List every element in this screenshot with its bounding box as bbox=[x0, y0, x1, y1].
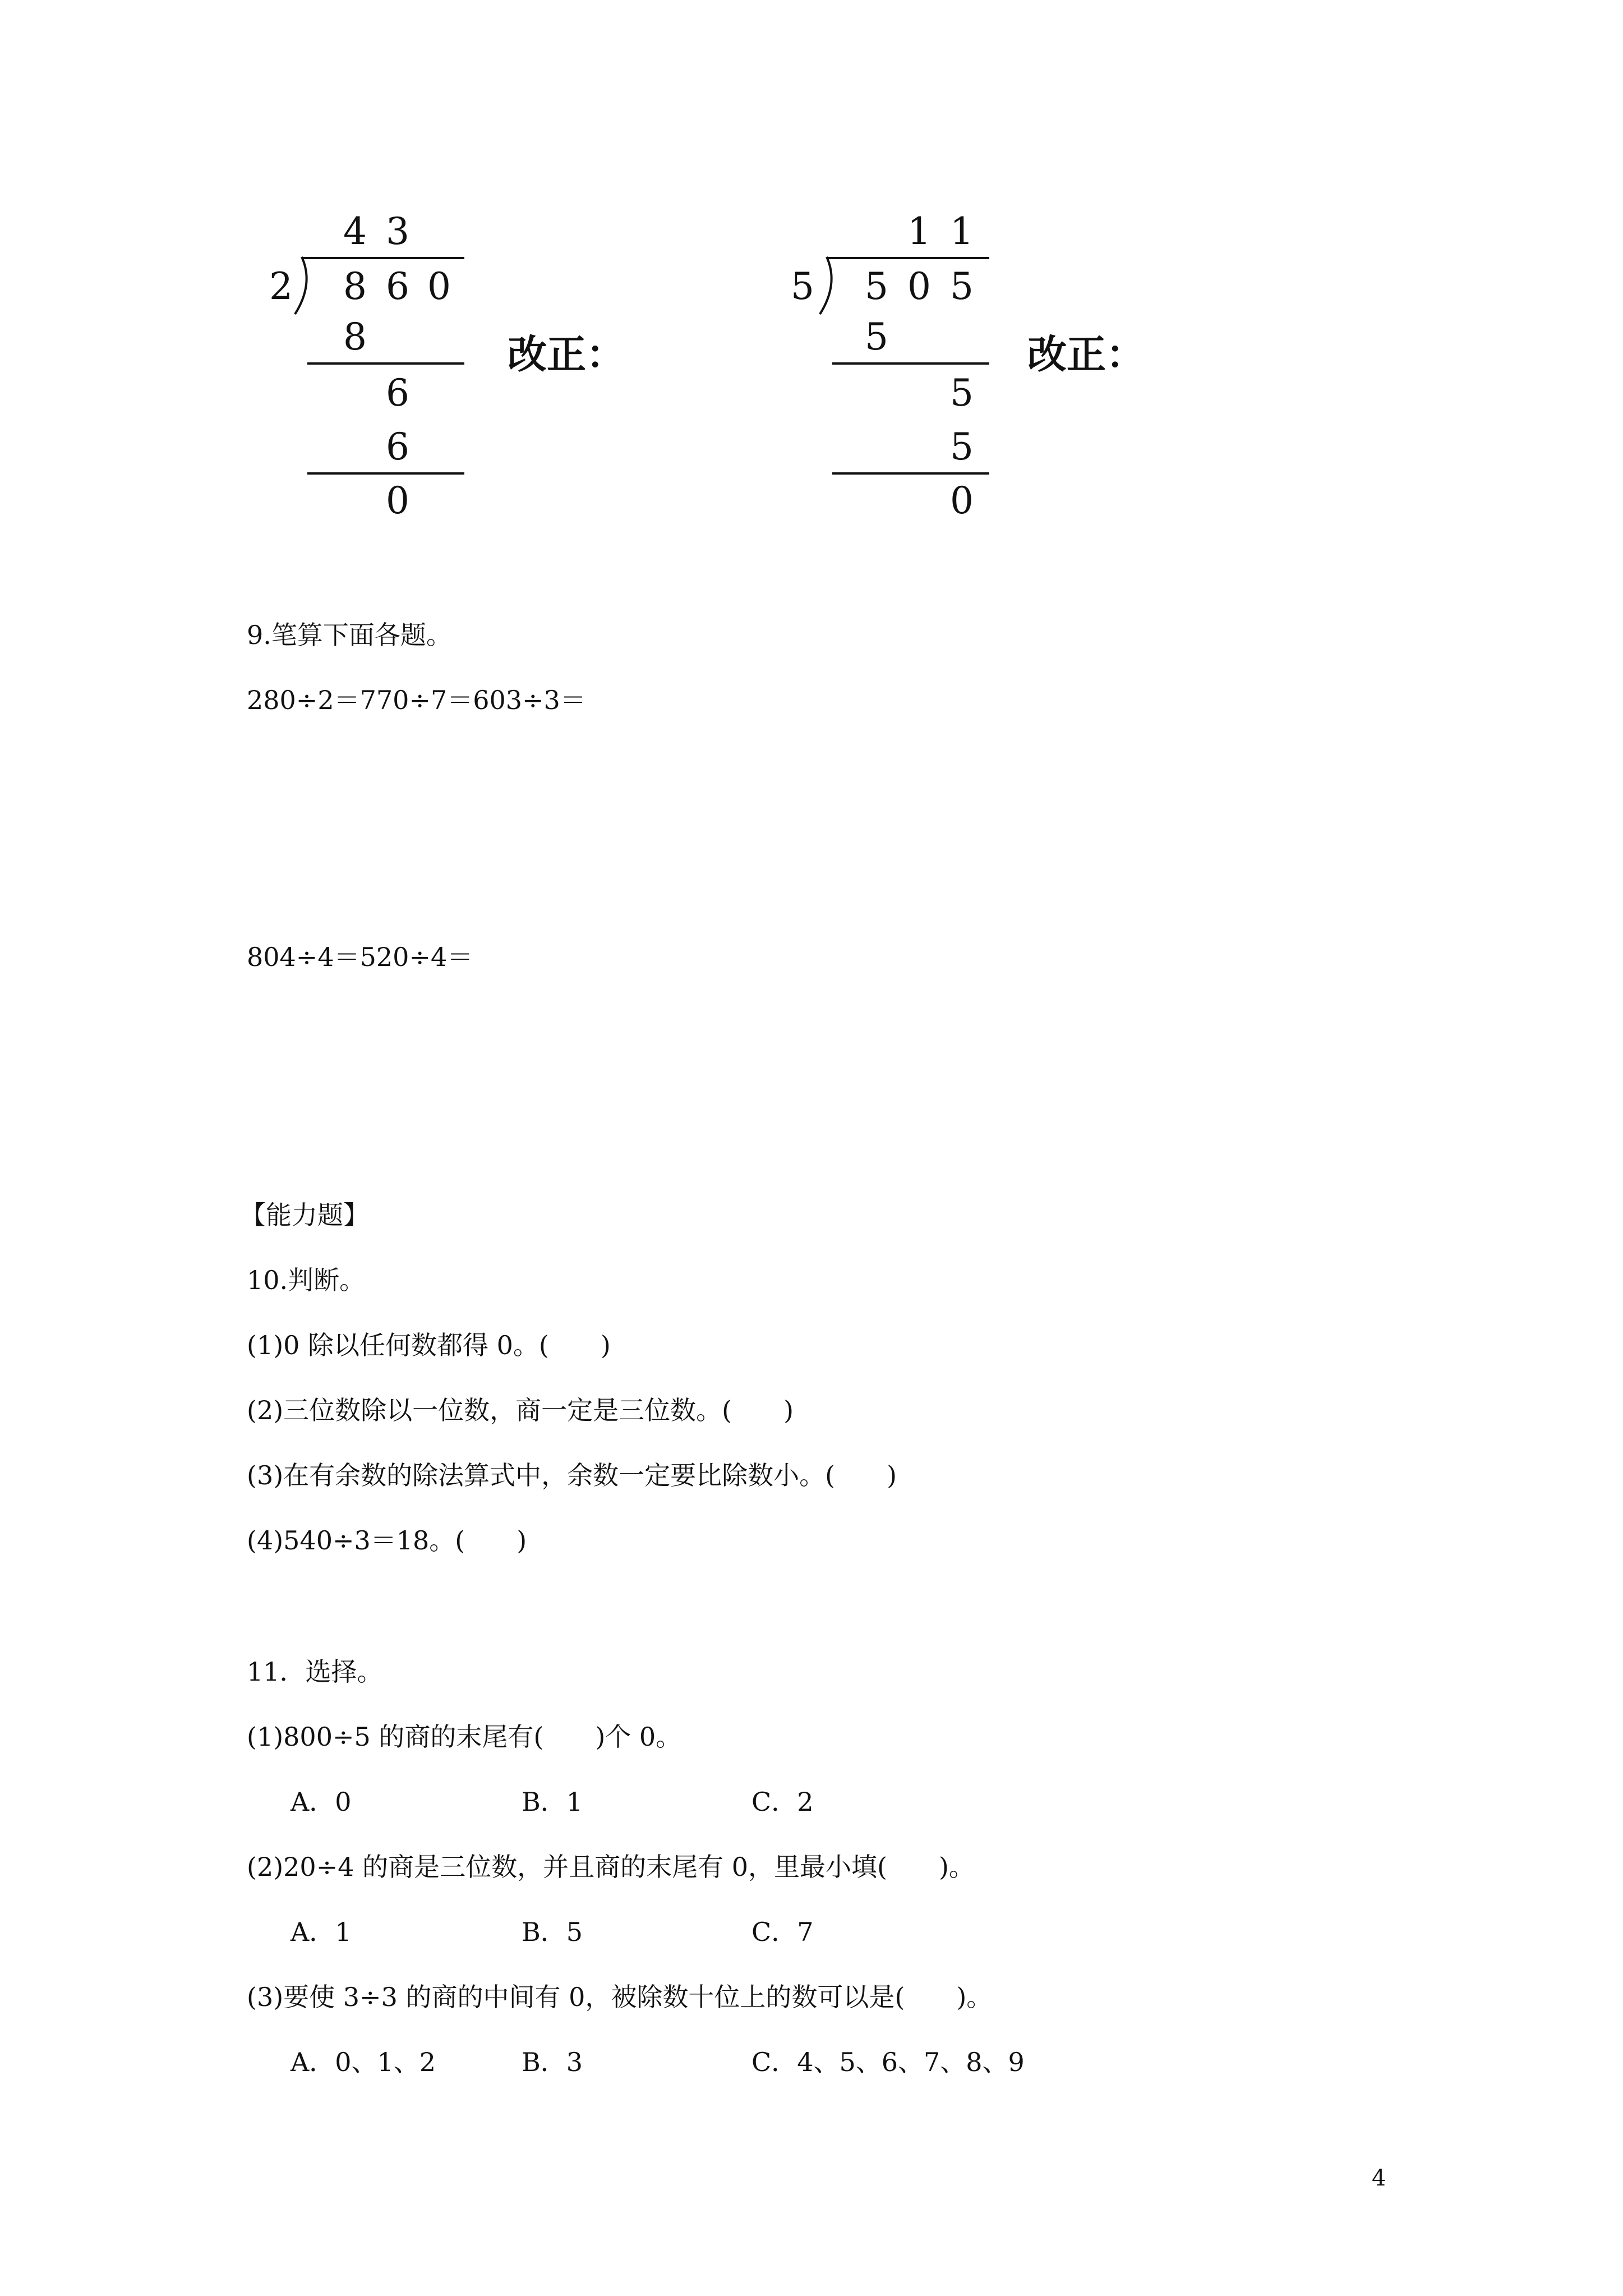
division-bracket bbox=[817, 256, 839, 318]
dividend-digit: 6 bbox=[386, 265, 409, 308]
dividend-digit: 0 bbox=[427, 265, 451, 308]
q11-option: B．1 bbox=[522, 1787, 583, 1817]
q9-title: 9.笔算下面各题。 bbox=[247, 620, 452, 650]
step-value: 8 bbox=[343, 315, 367, 358]
step-line bbox=[307, 362, 464, 365]
step-line bbox=[307, 472, 464, 475]
q10-title: 10.判断。 bbox=[247, 1265, 366, 1295]
q11-option: C．2 bbox=[751, 1787, 814, 1817]
q10-item: (1)0 除以任何数都得 0。( ) bbox=[247, 1330, 611, 1360]
q11-option: A．0、1、2 bbox=[291, 2047, 436, 2077]
page-number: 4 bbox=[1372, 2165, 1386, 2191]
divisor: 5 bbox=[791, 265, 814, 308]
q11-option: C．4、5、6、7、8、9 bbox=[751, 2047, 1025, 2077]
q11-option: C．7 bbox=[751, 1917, 814, 1947]
quotient-digit: 4 bbox=[343, 210, 367, 253]
divisor: 2 bbox=[269, 265, 293, 308]
division-bar bbox=[302, 257, 464, 259]
step-value: 5 bbox=[865, 315, 888, 358]
step-line bbox=[832, 472, 989, 475]
division-bar bbox=[827, 257, 989, 259]
dividend-digit: 5 bbox=[950, 265, 974, 308]
dividend-digit: 5 bbox=[865, 265, 888, 308]
q9-line1: 280÷2＝770÷7＝603÷3＝ bbox=[247, 685, 586, 715]
q11-question: (2)20÷4 的商是三位数，并且商的末尾有 0，里最小填( )。 bbox=[247, 1852, 975, 1882]
step-value: 6 bbox=[386, 371, 409, 415]
q10-item: (2)三位数除以一位数，商一定是三位数。( ) bbox=[247, 1395, 794, 1425]
q11-option: A．0 bbox=[291, 1787, 352, 1817]
step-value: 0 bbox=[950, 479, 974, 522]
step-value: 5 bbox=[950, 371, 974, 415]
fix-label: 改正： bbox=[1027, 332, 1145, 378]
q10-item: (4)540÷3＝18。( ) bbox=[247, 1525, 527, 1556]
quotient-digit: 1 bbox=[950, 210, 974, 253]
q11-option: A．1 bbox=[291, 1917, 352, 1947]
section-title: 【能力题】 bbox=[240, 1200, 369, 1230]
q11-option: B．5 bbox=[522, 1917, 583, 1947]
step-value: 6 bbox=[386, 425, 409, 468]
q11-question: (1)800÷5 的商的末尾有( )个 0。 bbox=[247, 1722, 682, 1752]
dividend-digit: 0 bbox=[907, 265, 931, 308]
fix-label: 改正： bbox=[508, 332, 625, 378]
quotient-digit: 1 bbox=[907, 210, 931, 253]
q11-question: (3)要使 3÷3 的商的中间有 0，被除数十位上的数可以是( )。 bbox=[247, 1982, 993, 2012]
division-bracket bbox=[292, 256, 314, 318]
q9-line2: 804÷4＝520÷4＝ bbox=[247, 942, 473, 972]
q10-item: (3)在有余数的除法算式中，余数一定要比除数小。( ) bbox=[247, 1460, 897, 1490]
q11-title: 11．选择。 bbox=[247, 1657, 383, 1687]
step-value: 0 bbox=[386, 479, 409, 522]
q11-option: B．3 bbox=[522, 2047, 583, 2077]
quotient-digit: 3 bbox=[386, 210, 409, 253]
step-value: 5 bbox=[950, 425, 974, 468]
step-line bbox=[832, 362, 989, 365]
dividend-digit: 8 bbox=[343, 265, 367, 308]
